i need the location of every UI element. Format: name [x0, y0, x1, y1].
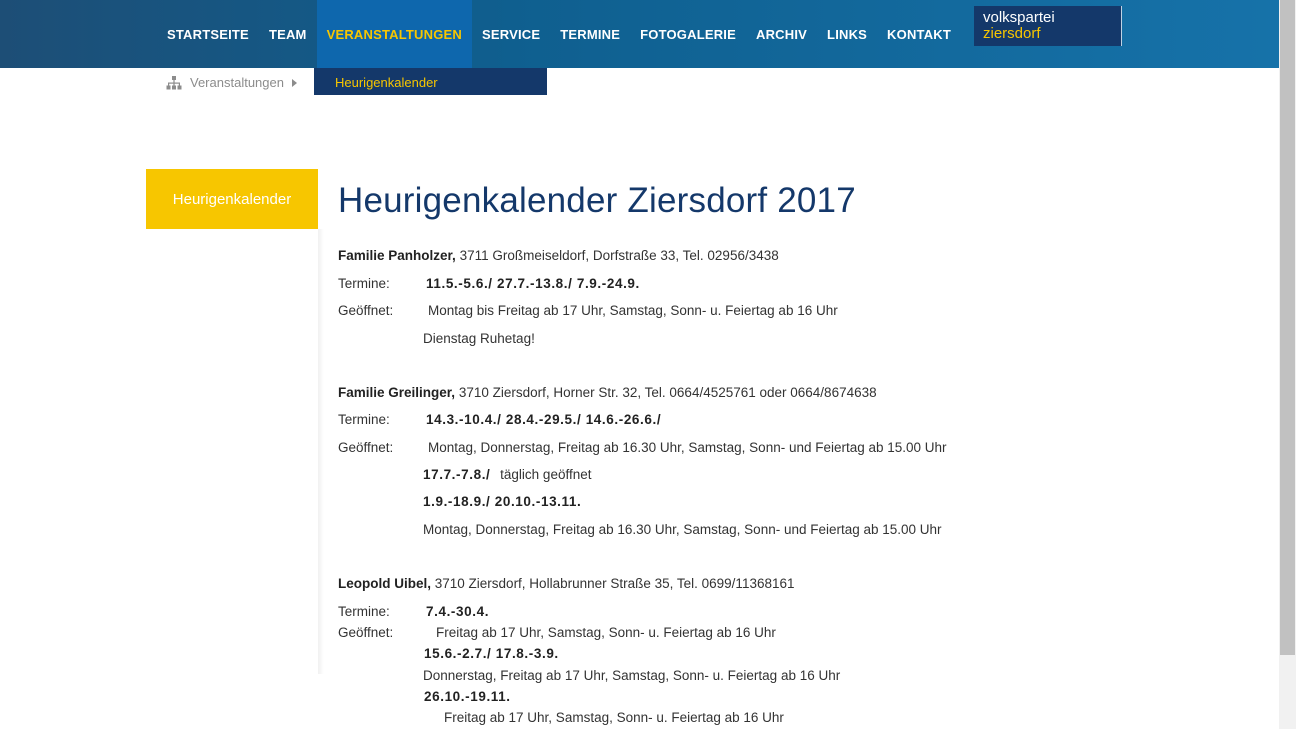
opening-hours: Montag, Donnerstag, Freitag ab 16.30 Uhr, Samstag, Sonn- und Feiertag ab 15.00 Uhr: [428, 440, 947, 455]
geoeffnet-label: Geöffnet:: [338, 303, 394, 318]
nav-item-service[interactable]: SERVICE: [481, 26, 541, 42]
scrollbar-thumb[interactable]: [1280, 0, 1295, 655]
nav-item-veranstaltungen[interactable]: VERANSTALTUNGEN: [317, 0, 472, 68]
opening-hours: Montag, Donnerstag, Freitag ab 16.30 Uhr, Samstag, Sonn- und Feiertag ab 15.00 Uhr: [423, 522, 942, 537]
entry-address: 3711 Großmeiseldorf, Dorfstraße 33, Tel. 02956/3438: [459, 248, 779, 263]
logo-line-1: volkspartei: [983, 9, 1055, 26]
opening-hours: Freitag ab 17 Uhr, Samstag, Sonn- u. Feiertag ab 16 Uhr: [444, 710, 784, 725]
opening-note: Dienstag Ruhetag!: [423, 331, 535, 346]
opening-hours: Freitag ab 17 Uhr, Samstag, Sonn- u. Feiertag ab 16 Uhr: [436, 625, 776, 640]
logo-line-2: ziersdorf: [983, 25, 1041, 42]
termine-label: Termine:: [338, 604, 390, 619]
breadcrumb: [166, 75, 297, 90]
nav-item-kontakt[interactable]: KONTAKT: [887, 26, 952, 42]
site-logo[interactable]: [974, 6, 1122, 46]
nav-item-archiv[interactable]: ARCHIV: [756, 26, 808, 42]
date-range-row: [423, 467, 591, 482]
sitemap-icon: [166, 76, 182, 90]
geoeffnet-label: Geöffnet:: [338, 625, 394, 640]
nav-item-startseite[interactable]: STARTSEITE: [167, 26, 249, 42]
date-range: 1.9.-18.9./ 20.10.-13.11.: [423, 494, 582, 509]
content-divider: [318, 229, 324, 674]
main-menu: [157, 0, 961, 68]
date-range-note: täglich geöffnet: [500, 467, 592, 482]
breadcrumb-arrow-icon[interactable]: [292, 79, 297, 87]
top-navigation-bar: [0, 0, 1279, 68]
page-title: Heurigenkalender Ziersdorf 2017: [338, 181, 856, 220]
termine-dates: 14.3.-10.4./ 28.4.-29.5./ 14.6.-26.6./: [426, 412, 662, 427]
nav-item-fotogalerie[interactable]: FOTOGALERIE: [640, 26, 736, 42]
entry-address: 3710 Ziersdorf, Hollabrunner Straße 35, Tel. 0699/11368161: [434, 576, 795, 591]
termine-label: Termine:: [338, 276, 390, 291]
termine-label: Termine:: [338, 412, 390, 427]
breadcrumb-link-veranstaltungen[interactable]: Veranstaltungen: [190, 75, 284, 90]
nav-item-termine[interactable]: TERMINE: [560, 26, 621, 42]
nav-item-links[interactable]: LINKS: [827, 26, 868, 42]
termine-dates: 7.4.-30.4.: [426, 604, 490, 619]
entry-name: Familie Greilinger,: [338, 385, 456, 400]
nav-item-team[interactable]: TEAM: [268, 26, 307, 42]
entry-header: [338, 248, 779, 263]
submenu-dropdown: [314, 68, 547, 95]
entry-address: 3710 Ziersdorf, Horner Str. 32, Tel. 0664/4525761 oder 0664/8674638: [458, 385, 877, 400]
date-range: 15.6.-2.7./ 17.8.-3.9.: [424, 646, 559, 661]
date-range: 17.7.-7.8./: [423, 467, 491, 482]
submenu-item-heurigenkalender[interactable]: Heurigenkalender: [335, 75, 438, 90]
entry-name: Leopold Uibel,: [338, 576, 431, 591]
entry-header: [338, 385, 877, 400]
sidebar-item-label: Heurigenkalender: [172, 190, 292, 208]
opening-hours: Donnerstag, Freitag ab 17 Uhr, Samstag, Sonn- u. Feiertag ab 16 Uhr: [423, 668, 841, 683]
sidebar-item-heurigenkalender[interactable]: [146, 169, 318, 229]
geoeffnet-label: Geöffnet:: [338, 440, 394, 455]
opening-hours: Montag bis Freitag ab 17 Uhr, Samstag, Sonn- u. Feiertag ab 16 Uhr: [428, 303, 838, 318]
termine-dates: 11.5.-5.6./ 27.7.-13.8./ 7.9.-24.9.: [426, 276, 640, 291]
entry-header: [338, 576, 795, 591]
date-range: 26.10.-19.11.: [424, 689, 511, 704]
entry-name: Familie Panholzer,: [338, 248, 456, 263]
vertical-scrollbar[interactable]: [1279, 0, 1296, 729]
